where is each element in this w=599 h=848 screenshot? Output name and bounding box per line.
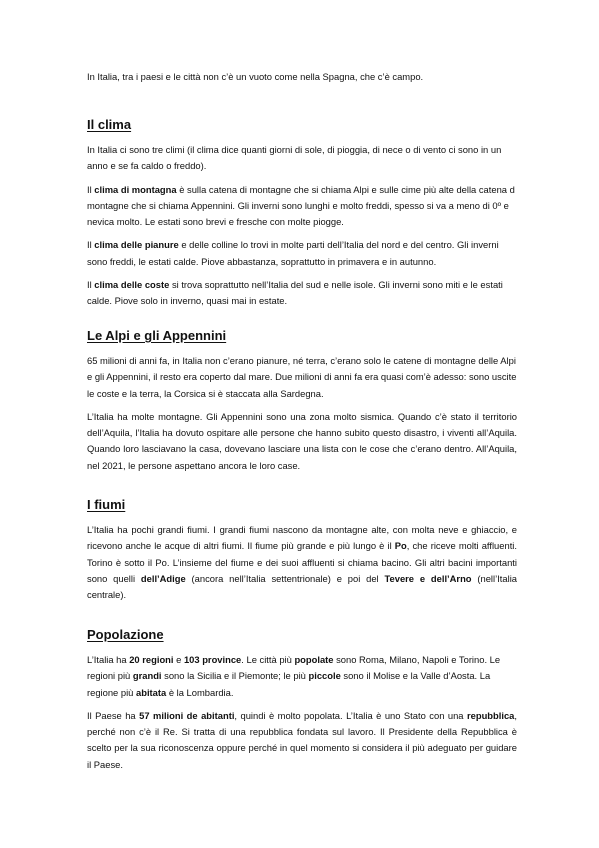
clima-paragraph-3: Il clima delle pianure e delle colline lo trovi in molte parti dell’Italia del nord e del centro. Gli inverni sono freddi, le estati calde. Piove abbastanza, soprattutto in primavera e in autunno. xyxy=(87,239,499,267)
heading-alpi: Le Alpi e gli Appennini xyxy=(87,328,227,343)
popolazione-paragraph-2: Il Paese ha 57 milioni de abitanti, quindi è molto popolata. L’Italia è uno Stato con una repubblica, perché non c’è il Re. Si tratta di una repubblica fondata sul lavoro. Il Presidente della Repubblica è scelto per la sua riconoscenza oppure perché in quel momento si considera il più adeguato per guidare il Paese. xyxy=(87,709,517,770)
clima-paragraph-1: In Italia ci sono tre climi (il clima dice quanti giorni di sole, di pioggia, di nece o di vento ci sono in un anno e se fa caldo o freddo). xyxy=(87,144,502,172)
intro-paragraph xyxy=(87,69,517,85)
section-clima xyxy=(87,117,517,310)
fiumi-paragraph: L’Italia ha pochi grandi fiumi. I grandi fiumi nascono da montagne alte, con molta neve e ghiaccio, e ricevono anche le acque di altri fiumi. Il fiume più grande e più lungo è il Po, che riceve molti affluenti. Torino è sotto il Po. L’insieme del fiume e dei suoi affluenti si chiama bacino. Gli altri bacini importanti sono quelli dell’Adige (ancora nell’Italia settentrionale) e poi del Tevere e dell’Arno (nell’Italia centrale). xyxy=(87,524,517,601)
heading-popolazione: Popolazione xyxy=(87,627,164,642)
section-alpi xyxy=(87,328,517,474)
clima-paragraph-2: Il clima di montagna è sulla catena di montagne che si chiama Alpi e sulle cime più alte della catena d montagne che si chiama Appennini. Gli inverni sono lunghi e molto freddi, spesso si va a meno di 0º e nevica molto. Le estati sono brevi e fresche con molte piogge. xyxy=(87,183,515,228)
section-popolazione xyxy=(87,627,517,773)
heading-clima: Il clima xyxy=(87,117,132,132)
alpi-paragraph-1: 65 milioni di anni fa, in Italia non c’erano pianure, né terra, c’erano solo le catene di montagne delle Alpi e gli Appennini, il resto era coperto dal mare. Due milioni di anni fa era quasi com’è adesso: sono uscite le coste e la terra, la Corsica si è staccata alla Sardegna. xyxy=(87,355,517,399)
intro-text: In Italia, tra i paesi e le città non c’è un vuoto come nella Spagna, che c’è campo. xyxy=(87,71,424,82)
popolazione-paragraph-1: L’Italia ha 20 regioni e 103 province. Le città più popolate sono Roma, Milano, Napoli e Torino. Le regioni più grandi sono la Sicilia e il Piemonte; le più piccole sono il Molise e la Valle d’Aosta. La regione più abitata è la Lombardia. xyxy=(87,654,501,698)
section-fiumi xyxy=(87,497,517,603)
heading-fiumi: I fiumi xyxy=(87,497,126,512)
clima-paragraph-4: Il clima delle coste si trova soprattutto nell’Italia del sud e nelle isole. Gli inverni sono miti e le estati calde. Piove solo in inverno, quasi mai in estate. xyxy=(87,279,503,307)
alpi-paragraph-2: L’Italia ha molte montagne. Gli Appennini sono una zona molto sismica. Quando c’è stato il territorio dell’Aquila, l’Italia ha dovuto ospitare alle persone che hanno subito questo disastro, i viventi all’Aquila. Quando loro lasciavano la casa, dovevano lasciare una lista con le cose che c’erano dentro. All’Aquila, nel 2021, le persone aspettano ancora le loro case. xyxy=(87,410,517,471)
